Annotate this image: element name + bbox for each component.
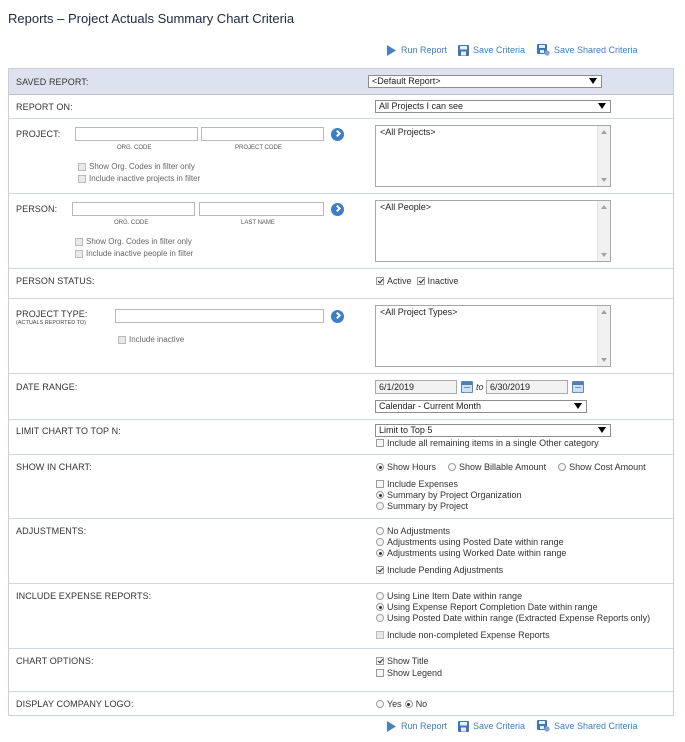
project-code-input[interactable] [201, 127, 324, 141]
expense-completion-radio[interactable] [376, 603, 384, 611]
scroll-down-icon [601, 253, 607, 257]
include-remaining-option[interactable] [376, 438, 599, 448]
adjustments-label: ADJUSTMENTS: [16, 526, 87, 536]
person-status-inactive-option[interactable] [417, 276, 459, 286]
dropdown-arrow-icon [589, 78, 597, 84]
person-status-options [376, 276, 459, 286]
saved-report-select[interactable] [368, 75, 602, 88]
toolbar-top [386, 43, 638, 57]
saved-report-value: <Default Report> [372, 76, 441, 86]
dropdown-arrow-icon [598, 427, 606, 433]
company-logo-no-radio[interactable] [405, 700, 413, 708]
person-show-org-codes-text: Show Org. Codes in filter only [86, 237, 192, 246]
expense-completion-text: Using Expense Report Completion Date within range [387, 602, 598, 612]
page-title: Reports – Project Actuals Summary Chart Criteria [8, 11, 295, 26]
show-hours-radio[interactable] [376, 463, 384, 471]
project-listbox[interactable] [375, 125, 611, 187]
run-report-label: Run Report [401, 45, 448, 55]
expense-completion-option[interactable] [376, 602, 598, 612]
scroll-up-icon [601, 310, 607, 314]
adjustments-worked-text: Adjustments using Worked Date within range [387, 548, 567, 558]
date-range-preset-value: Calendar - Current Month [379, 401, 482, 411]
show-cost-text: Show Cost Amount [569, 462, 646, 472]
project-list-item[interactable]: <All Projects> [380, 127, 436, 137]
company-logo-yes-text: Yes [387, 699, 402, 709]
show-in-chart-row [9, 455, 673, 519]
company-logo-label: DISPLAY COMPANY LOGO: [16, 699, 134, 709]
dropdown-arrow-icon [598, 103, 606, 109]
person-status-active-option[interactable] [376, 276, 412, 286]
include-expenses-checkbox[interactable] [376, 480, 384, 488]
project-type-include-inactive-text: Include inactive [129, 335, 185, 344]
person-include-inactive-option[interactable] [75, 249, 193, 258]
company-logo-yes-option[interactable] [376, 699, 402, 709]
project-org-code-input[interactable] [75, 127, 198, 141]
scroll-up-icon [601, 130, 607, 134]
summary-by-org-option[interactable] [376, 490, 522, 500]
limit-chart-select[interactable] [375, 424, 611, 437]
report-on-label: REPORT ON: [16, 102, 73, 112]
expense-reports-label: INCLUDE EXPENSE REPORTS: [16, 591, 152, 601]
company-logo-no-text: No [415, 699, 428, 709]
limit-chart-value: Limit to Top 5 [379, 425, 433, 435]
person-show-org-codes-option[interactable] [75, 237, 192, 246]
person-org-code-caption: ORG. CODE [114, 220, 149, 226]
person-include-inactive-text: Include inactive people in filter [86, 249, 194, 258]
adjustments-posted-text: Adjustments using Posted Date within range [387, 537, 564, 547]
no-adjustments-radio[interactable] [376, 527, 384, 535]
person-listbox[interactable] [375, 200, 611, 262]
include-pending-adjustments-checkbox[interactable] [376, 566, 384, 574]
include-pending-adjustments-text: Include Pending Adjustments [387, 565, 504, 575]
person-list-item[interactable]: <All People> [380, 202, 432, 212]
shared-floppy-disk-icon [537, 44, 550, 56]
project-type-sublabel: (ACTUALS REPORTED TO) [16, 320, 86, 326]
criteria-form [8, 68, 674, 716]
run-report-button[interactable] [386, 721, 458, 732]
person-status-row [9, 269, 673, 299]
include-non-completed-text: Include non-completed Expense Reports [387, 630, 550, 640]
project-label: PROJECT: [16, 129, 61, 139]
project-type-list-scrollbar[interactable] [597, 306, 610, 366]
chart-options-label: CHART OPTIONS: [16, 656, 94, 666]
start-calendar-icon[interactable] [461, 381, 473, 393]
expense-posted-text: Using Posted Date within range (Extracted Expense Reports only) [387, 613, 651, 623]
company-logo-yes-radio[interactable] [376, 700, 384, 708]
company-logo-no-option[interactable] [405, 699, 428, 709]
expense-posted-option[interactable] [376, 613, 650, 623]
project-include-inactive-text: Include inactive projects in filter [89, 174, 201, 183]
save-criteria-label: Save Criteria [473, 45, 526, 55]
include-expenses-option[interactable] [376, 479, 458, 489]
save-criteria-button[interactable] [458, 721, 537, 732]
date-range-end-input[interactable]: 6/30/2019 [486, 380, 568, 394]
project-show-org-codes-checkbox[interactable] [78, 163, 86, 171]
expense-line-item-option[interactable] [376, 591, 522, 601]
project-row [9, 119, 673, 194]
play-icon [386, 45, 397, 56]
show-billable-text: Show Billable Amount [459, 462, 547, 472]
date-range-start-input[interactable]: 6/1/2019 [375, 380, 457, 394]
project-include-inactive-checkbox[interactable] [78, 175, 86, 183]
show-title-option[interactable] [376, 656, 429, 666]
project-type-include-inactive-option[interactable] [118, 335, 184, 344]
date-range-preset-select[interactable] [375, 400, 587, 413]
floppy-disk-icon [458, 45, 469, 56]
project-type-list-item[interactable]: <All Project Types> [380, 307, 458, 317]
project-type-label: PROJECT TYPE: [16, 309, 88, 319]
save-shared-criteria-label: Save Shared Criteria [554, 45, 638, 55]
expense-reports-row [9, 584, 673, 649]
scroll-up-icon [601, 205, 607, 209]
save-shared-criteria-label: Save Shared Criteria [554, 721, 638, 731]
run-report-label: Run Report [401, 721, 448, 731]
report-on-value: All Projects I can see [379, 101, 464, 111]
project-type-input[interactable] [115, 309, 324, 323]
company-logo-row [9, 692, 673, 717]
saved-report-row [9, 69, 673, 95]
toolbar-bottom [386, 719, 638, 733]
scroll-down-icon [601, 358, 607, 362]
include-remaining-checkbox[interactable] [376, 439, 384, 447]
show-legend-checkbox[interactable] [376, 669, 384, 677]
adjustments-row [9, 519, 673, 584]
project-list-scrollbar[interactable] [597, 126, 610, 186]
person-last-name-caption: LAST NAME [241, 220, 275, 226]
show-title-text: Show Title [387, 656, 429, 666]
show-hours-option[interactable] [376, 462, 436, 472]
end-calendar-icon[interactable] [572, 381, 584, 393]
person-search-go-button[interactable] [331, 203, 344, 216]
project-type-search-go-button[interactable] [331, 310, 344, 323]
show-in-chart-label: SHOW IN CHART: [16, 462, 92, 472]
include-remaining-text: Include all remaining items in a single Other category [387, 438, 599, 448]
report-on-select[interactable] [375, 100, 611, 113]
shared-floppy-disk-icon [537, 720, 550, 732]
expense-line-item-radio[interactable] [376, 592, 384, 600]
floppy-disk-icon [458, 721, 469, 732]
include-expenses-text: Include Expenses [387, 479, 459, 489]
save-shared-criteria-button[interactable] [537, 44, 638, 56]
show-legend-option[interactable] [376, 668, 442, 678]
limit-chart-label: LIMIT CHART TO TOP N: [16, 426, 121, 436]
save-criteria-button[interactable] [458, 45, 537, 56]
summary-by-project-text: Summary by Project [387, 501, 469, 511]
summary-by-project-option[interactable] [376, 501, 468, 511]
show-cost-option[interactable] [558, 462, 646, 472]
person-status-active-checkbox[interactable] [376, 277, 384, 285]
project-type-row [9, 299, 673, 374]
adjustments-worked-option[interactable] [376, 548, 566, 558]
summary-by-org-radio[interactable] [376, 491, 384, 499]
date-range-to-label: to [476, 382, 484, 392]
show-billable-radio[interactable] [448, 463, 456, 471]
project-type-listbox[interactable] [375, 305, 611, 367]
person-show-org-codes-checkbox[interactable] [75, 238, 83, 246]
summary-by-org-text: Summary by Project Organization [387, 490, 522, 500]
no-adjustments-option[interactable] [376, 526, 450, 536]
no-adjustments-text: No Adjustments [387, 526, 451, 536]
expense-posted-radio[interactable] [376, 614, 384, 622]
person-org-code-input[interactable] [72, 202, 195, 216]
project-org-code-caption: ORG. CODE [117, 145, 152, 151]
include-non-completed-checkbox[interactable] [376, 631, 384, 639]
date-range-row [9, 374, 673, 420]
person-status-inactive-text: Inactive [427, 276, 459, 286]
project-type-include-inactive-checkbox[interactable] [118, 336, 126, 344]
project-search-go-button[interactable] [331, 128, 344, 141]
person-status-label: PERSON STATUS: [16, 276, 95, 286]
adjustments-posted-option[interactable] [376, 537, 564, 547]
project-include-inactive-option[interactable] [78, 174, 200, 183]
run-report-button[interactable] [386, 45, 458, 56]
person-status-active-text: Active [387, 276, 412, 286]
chart-options-row [9, 649, 673, 692]
person-list-scrollbar[interactable] [597, 201, 610, 261]
show-hours-text: Show Hours [387, 462, 437, 472]
show-in-chart-measure-options [376, 462, 646, 472]
project-show-org-codes-text: Show Org. Codes in filter only [89, 162, 195, 171]
company-logo-options [376, 699, 427, 709]
limit-chart-row [9, 420, 673, 455]
person-label: PERSON: [16, 204, 58, 214]
show-billable-option[interactable] [448, 462, 546, 472]
summary-by-project-radio[interactable] [376, 502, 384, 510]
adjustments-posted-radio[interactable] [376, 538, 384, 546]
person-row [9, 194, 673, 269]
date-range-label: DATE RANGE: [16, 382, 78, 392]
saved-report-label: SAVED REPORT: [16, 77, 89, 87]
save-shared-criteria-button[interactable] [537, 720, 638, 732]
person-last-name-input[interactable] [199, 202, 324, 216]
show-cost-radio[interactable] [558, 463, 566, 471]
show-title-checkbox[interactable] [376, 657, 384, 665]
include-pending-adjustments-option[interactable] [376, 565, 503, 575]
dropdown-arrow-icon [574, 403, 582, 409]
show-legend-text: Show Legend [387, 668, 443, 678]
person-include-inactive-checkbox[interactable] [75, 250, 83, 258]
save-criteria-label: Save Criteria [473, 721, 526, 731]
report-on-row [9, 95, 673, 119]
project-code-caption: PROJECT CODE [235, 145, 282, 151]
adjustments-worked-radio[interactable] [376, 549, 384, 557]
scroll-down-icon [601, 178, 607, 182]
play-icon [386, 721, 397, 732]
include-non-completed-option[interactable] [376, 630, 550, 640]
person-status-inactive-checkbox[interactable] [417, 277, 425, 285]
expense-line-item-text: Using Line Item Date within range [387, 591, 523, 601]
project-show-org-codes-option[interactable] [78, 162, 195, 171]
